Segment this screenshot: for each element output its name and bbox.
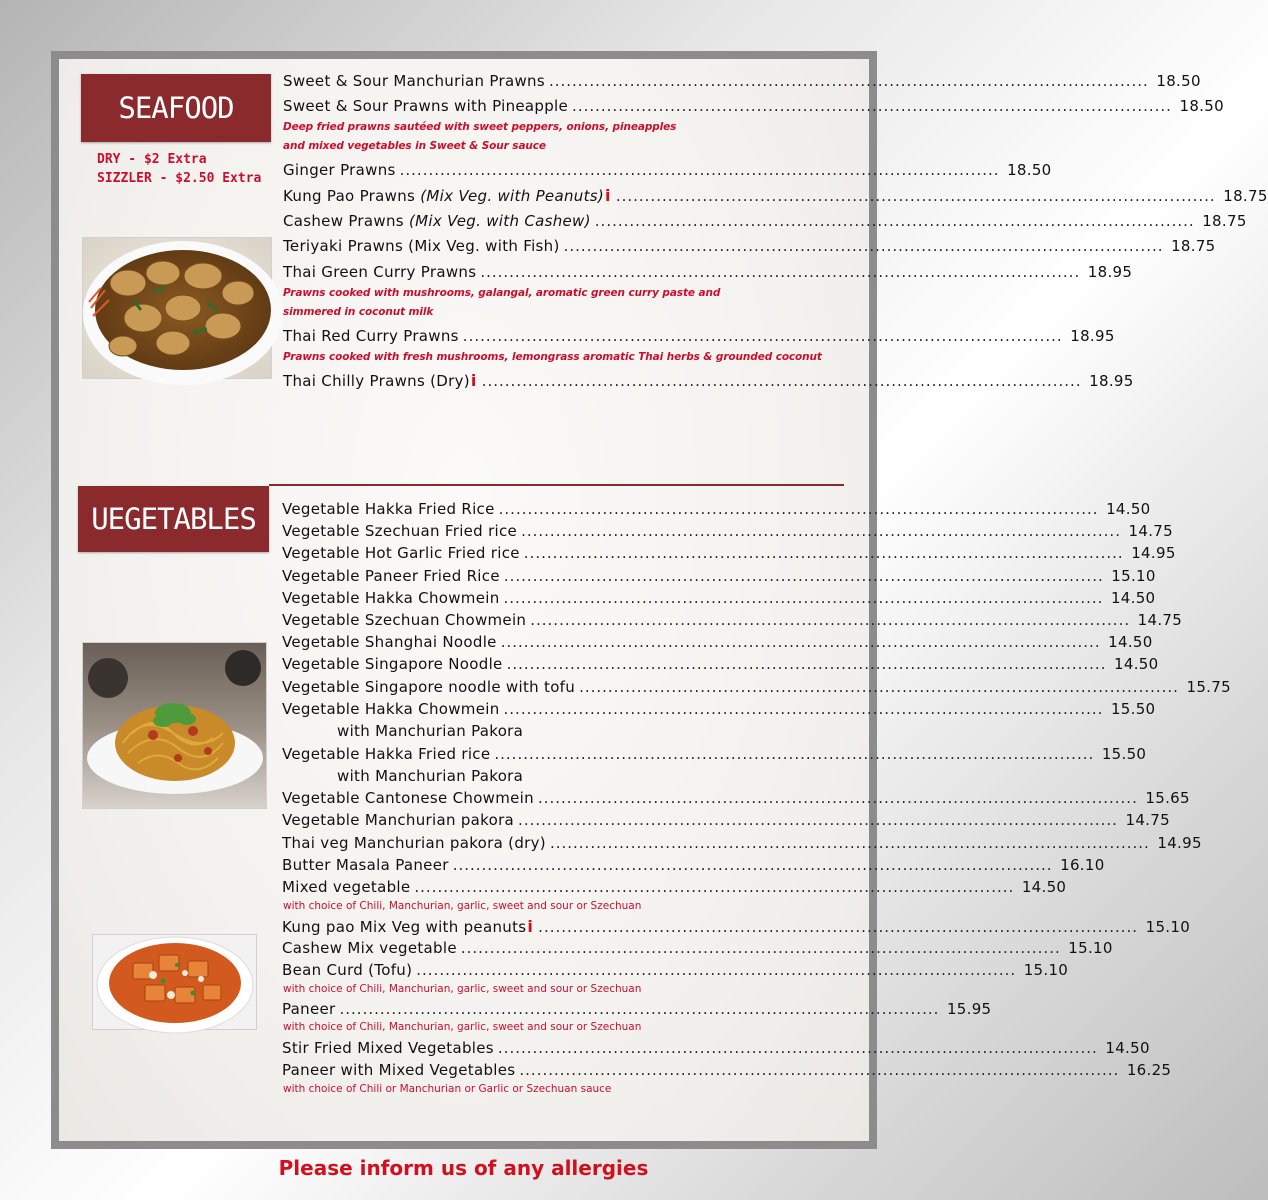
item-description: and mixed vegetables in Sweet & Sour sauce [283,140,546,152]
menu-item: Thai veg Manchurian pakora (dry) ........................................................................................................ 14.95 [282,834,1202,852]
seafood-section-title: SEAFOOD [81,74,271,142]
menu-item: Mixed vegetable ........................................................................................................ 14.50 [282,878,1067,896]
menu-item: Kung pao Mix Veg with peanuts i ........................................................................................................ 15.10 [282,917,1191,936]
paneer-curry-photo [92,934,257,1030]
menu-item: Vegetable Szechuan Chowmein ........................................................................................................ 14.75 [282,611,1183,629]
prawns-dish-photo [82,237,272,379]
menu-item: Vegetable Singapore noodle with tofu ........................................................................................................ 15.75 [282,678,1231,696]
menu-item: Butter Masala Paneer ........................................................................................................ 16.10 [282,856,1105,874]
menu-item: Vegetable Hakka Fried rice ........................................................................................................ 15.50 [282,745,1147,763]
menu-item: Bean Curd (Tofu) ........................................................................................................ 15.10 [282,961,1069,979]
menu-item: Thai Green Curry Prawns ........................................................................................................ 18.95 [283,263,1133,281]
dry-extra-note: DRY - $2 Extra [97,152,207,167]
vegetables-section-title: UEGETABLES [78,486,269,552]
menu-item: Kung Pao Prawns (Mix Veg. with Peanuts) i ........................................................................................................ 18.75 [283,186,1268,205]
menu-item: Thai Red Curry Prawns ........................................................................................................ 18.95 [283,327,1115,345]
item-description: Prawns cooked with fresh mushrooms, lemongrass aromatic Thai herbs & grounded coconut [283,351,822,363]
item-description: simmered in coconut milk [283,306,434,318]
item-description: Deep fried prawns sautéed with sweet peppers, onions, pineapples [283,121,677,133]
noodles-dish-photo [82,642,267,809]
chili-icon: i [470,371,477,390]
section-divider [269,484,844,486]
item-note: with choice of Chili, Manchurian, garlic, sweet and sour or Szechuan [283,983,642,995]
menu-item: Vegetable Paneer Fried Rice ........................................................................................................ 15.10 [282,567,1156,585]
menu-item: Cashew Prawns (Mix Veg. with Cashew) ........................................................................................................ 18.75 [283,212,1247,230]
menu-item: Cashew Mix vegetable ........................................................................................................ 15.10 [282,939,1113,957]
allergy-notice: Please inform us of any allergies [278,1156,649,1180]
item-continuation: with Manchurian Pakora [337,722,524,740]
item-continuation: with Manchurian Pakora [337,767,524,785]
menu-item: Vegetable Hakka Fried Rice ........................................................................................................ 14.50 [282,500,1151,518]
menu-item: Vegetable Shanghai Noodle ........................................................................................................ 14.50 [282,633,1153,651]
menu-item: Paneer ........................................................................................................ 15.95 [282,1000,992,1018]
chili-icon: i [527,917,534,936]
menu-item: Vegetable Hot Garlic Fried rice ........................................................................................................ 14.95 [282,544,1176,562]
item-note: with choice of Chili or Manchurian or Garlic or Szechuan sauce [283,1083,612,1095]
menu-item: Vegetable Singapore Noodle ........................................................................................................ 14.50 [282,655,1159,673]
menu-item: Sweet & Sour Manchurian Prawns ........................................................................................................ 18.50 [283,72,1201,90]
menu-item: Vegetable Hakka Chowmein ........................................................................................................ 14.50 [282,589,1156,607]
menu-item: Teriyaki Prawns (Mix Veg. with Fish) ........................................................................................................ 18.75 [283,237,1216,255]
item-note: with choice of Chili, Manchurian, garlic, sweet and sour or Szechuan [283,1021,642,1033]
item-description: Prawns cooked with mushrooms, galangal, aromatic green curry paste and [283,287,721,299]
menu-item: Ginger Prawns ........................................................................................................ 18.50 [283,161,1052,179]
sizzler-extra-note: SIZZLER - $2.50 Extra [97,171,262,186]
menu-item: Paneer with Mixed Vegetables ........................................................................................................ 16.25 [282,1061,1172,1079]
menu-item: Vegetable Szechuan Fried rice ........................................................................................................ 14.75 [282,522,1173,540]
menu-item: Sweet & Sour Prawns with Pineapple ........................................................................................................ 18.50 [283,97,1224,115]
menu-item: Vegetable Manchurian pakora ........................................................................................................ 14.75 [282,811,1170,829]
menu-item: Vegetable Cantonese Chowmein ........................................................................................................ 15.65 [282,789,1190,807]
menu-item: Thai Chilly Prawns (Dry) i ........................................................................................................ 18.95 [283,371,1134,390]
menu-item: Vegetable Hakka Chowmein ........................................................................................................ 15.50 [282,700,1156,718]
item-note: with choice of Chili, Manchurian, garlic, sweet and sour or Szechuan [283,900,642,912]
menu-item: Stir Fried Mixed Vegetables ........................................................................................................ 14.50 [282,1039,1150,1057]
chili-icon: i [605,186,611,205]
